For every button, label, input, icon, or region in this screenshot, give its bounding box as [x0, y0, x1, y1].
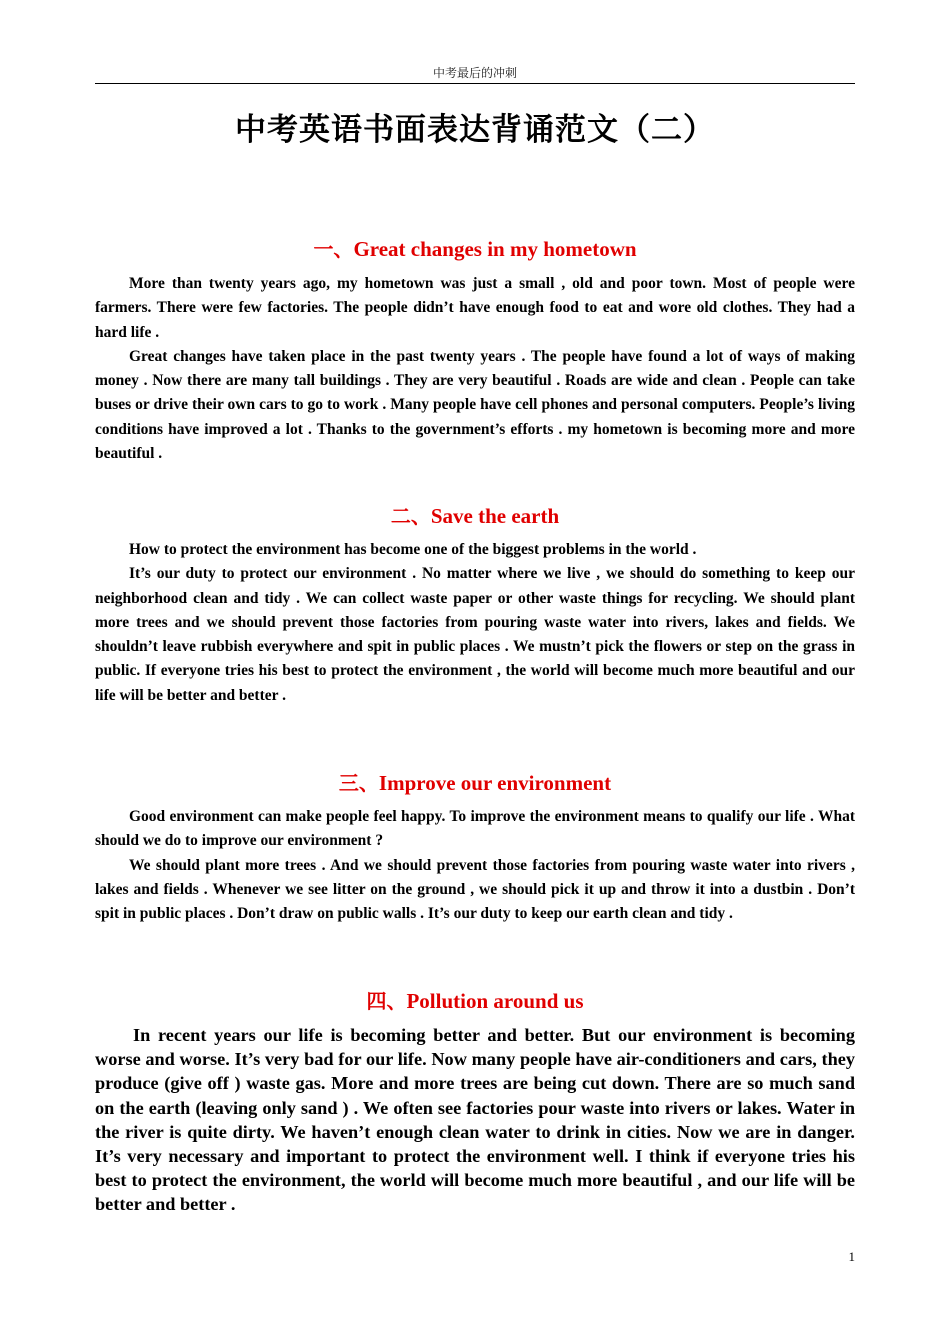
header-divider	[95, 83, 855, 84]
section-body-3	[95, 805, 855, 926]
paragraph: Great changes have taken place in the past twenty years . The people have found a lot of ways of making money . Now there are many tall buildings . They are very beautiful . Roads are wide and clean . People can take buses or drive their own cars to go to work . Many people have cell phones and personal computers. People’s living conditions have improved a lot . Thanks to the government’s efforts . my hometown is becoming more and more beautiful .	[95, 347, 855, 463]
page-header: 中考最后的冲刺	[432, 66, 517, 80]
section-number: 二、	[390, 504, 431, 528]
section-heading-4	[95, 985, 855, 1014]
section-number: 一、	[313, 237, 354, 261]
section-heading-2	[95, 500, 855, 529]
section-heading-text: Save the earth	[430, 504, 560, 528]
document-title: 中考英语书面表达背诵范文（二）	[235, 112, 715, 148]
section-heading-text: Great changes in my hometown	[353, 237, 637, 261]
section-heading-1	[95, 233, 855, 262]
section-number: 四、	[366, 989, 407, 1013]
section-heading-text: Pollution around us	[406, 989, 584, 1013]
paragraph: We should plant more trees . And we should prevent those factories from pouring waste water into rivers , lakes and fields . Whenever we see litter on the ground , we should pick it up and throw it into a dustbin . Don’t spit in public places . Don’t draw on public walls . It’s our duty to keep our earth clean and tidy .	[95, 856, 855, 923]
section-heading-text: Improve our environment	[378, 771, 612, 795]
page-number: 1	[848, 1249, 855, 1264]
paragraph: More than twenty years ago, my hometown was just a small , old and poor town. Most of people were farmers. There were few factories. The people didn’t have enough food to eat and wore old clothes. They had a hard life .	[95, 275, 855, 341]
section-body-4	[95, 1023, 855, 1217]
section-body-2	[95, 538, 855, 708]
paragraph: It’s our duty to protect our environment . No matter where we live , we should do something to keep our neighborhood clean and tidy . We can collect waste paper or other waste things for recycling. We should plant more trees and we should prevent those factories from pouring waste water into rivers, lakes and fields. We shouldn’t leave rubbish everywhere and spit in public places . We mustn’t pick the flowers or step on the grass in public. If everyone tries his best to protect the environment , the world will become much more beautiful and our life will be better and better .	[95, 565, 855, 704]
section-heading-3	[95, 767, 855, 796]
paragraph: Good environment can make people feel happy. To improve the environment means to qualify our life . What should we do to improve our environment ?	[95, 808, 855, 850]
paragraph: In recent years our life is becoming better and better. But our environment is becoming worse and worse. It’s very bad for our life. Now many people have air-conditioners and cars, they produce (give off ) waste gas. More and more trees are being cut down. There are so much sand on the earth (leaving only sand ) . We often see factories pour waste into rivers or lakes. Water in the river is quite dirty. We haven’t enough clean water to drink in cities. Now we are in danger. It’s very necessary and important to protect the environment well. I think if everyone tries his best to protect the environment, the world will become much more beautiful , and our life will be better and better .	[95, 1025, 855, 1215]
section-body-1	[95, 272, 855, 466]
paragraph: How to protect the environment has become one of the biggest problems in the world .	[129, 541, 697, 558]
section-number: 三、	[338, 771, 379, 795]
